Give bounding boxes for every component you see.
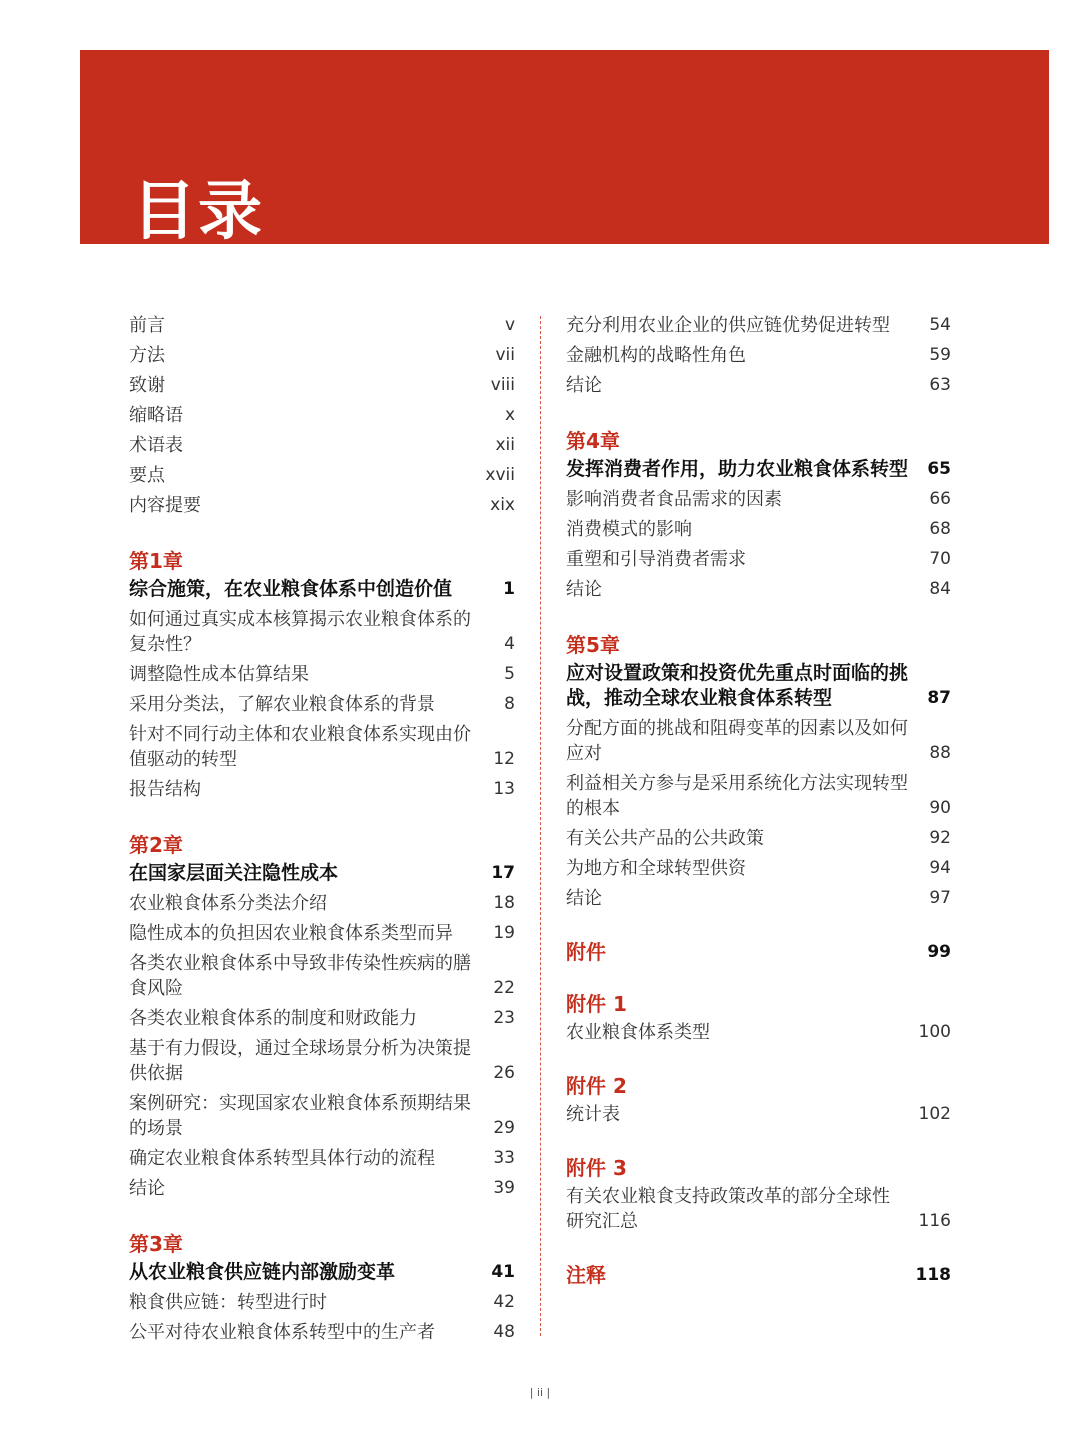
chapter-3-continued xyxy=(566,310,951,400)
page-title: 目录 xyxy=(132,175,264,249)
toc-entry[interactable]: 缩略语 x xyxy=(129,404,515,426)
notes-section xyxy=(566,1262,951,1288)
annex-label: 附件 1 xyxy=(566,992,627,1016)
chapter-label: 第2章 xyxy=(129,833,183,857)
toc-entry[interactable]: 粮食供应链：转型进行时 42 xyxy=(129,1291,515,1313)
toc-left-column xyxy=(129,310,515,1347)
chapter-label: 第1章 xyxy=(129,549,183,573)
toc-entry[interactable]: 结论 84 xyxy=(566,578,951,600)
toc-entry[interactable]: 基于有力假设，通过全球场景分析为决策提供依据 26 xyxy=(129,1037,515,1084)
chapter-title-entry[interactable]: 综合施策，在农业粮食体系中创造价值 1 xyxy=(129,577,515,600)
annex-label: 附件 3 xyxy=(566,1156,627,1180)
chapter-1 xyxy=(129,548,515,804)
chapter-label: 第4章 xyxy=(566,429,620,453)
toc-entry[interactable]: 方法 vii xyxy=(129,344,515,366)
chapter-title-entry[interactable]: 应对设置政策和投资优先重点时面临的挑战，推动全球农业粮食体系转型 87 xyxy=(566,661,951,709)
toc-entry[interactable]: 影响消费者食品需求的因素 66 xyxy=(566,488,951,510)
front-matter-list xyxy=(129,310,515,520)
toc-entry[interactable]: 农业粮食体系分类法介绍 18 xyxy=(129,892,515,914)
chapter-title-entry[interactable]: 从农业粮食供应链内部激励变革 41 xyxy=(129,1260,515,1283)
toc-entry[interactable]: 调整隐性成本估算结果 5 xyxy=(129,663,515,685)
toc-entry[interactable]: 结论 97 xyxy=(566,887,951,909)
toc-entry[interactable]: 消费模式的影响 68 xyxy=(566,518,951,540)
annexes-section xyxy=(566,939,951,965)
toc-entry[interactable]: 各类农业粮食体系的制度和财政能力 23 xyxy=(129,1007,515,1029)
chapter-2 xyxy=(129,832,515,1203)
toc-entry[interactable]: 统计表 102 xyxy=(566,1103,951,1125)
toc-entry[interactable]: 内容提要 xix xyxy=(129,494,515,516)
toc-entry[interactable]: 各类农业粮食体系中导致非传染性疾病的膳食风险 22 xyxy=(129,952,515,999)
toc-entry[interactable]: 案例研究：实现国家农业粮食体系预期结果的场景 29 xyxy=(129,1092,515,1139)
chapter-4 xyxy=(566,428,951,604)
chapter-title-entry[interactable]: 发挥消费者作用，助力农业粮食体系转型 65 xyxy=(566,457,951,480)
chapter-label: 第3章 xyxy=(129,1232,183,1256)
toc-entry[interactable]: 重塑和引导消费者需求 70 xyxy=(566,548,951,570)
annex-label: 附件 2 xyxy=(566,1074,627,1098)
toc-entry[interactable]: 农业粮食体系类型 100 xyxy=(566,1021,951,1043)
toc-entry[interactable]: 针对不同行动主体和农业粮食体系实现由价值驱动的转型 12 xyxy=(129,723,515,770)
toc-entry[interactable]: 致谢 viii xyxy=(129,374,515,396)
toc-entry[interactable]: 报告结构 13 xyxy=(129,778,515,800)
annex-3 xyxy=(566,1155,951,1236)
toc-entry[interactable]: 如何通过真实成本核算揭示农业粮食体系的复杂性？ 4 xyxy=(129,608,515,655)
toc-entry[interactable]: 结论 39 xyxy=(129,1177,515,1199)
annex-1 xyxy=(566,991,951,1047)
toc-entry[interactable]: 隐性成本的负担因农业粮食体系类型而异 19 xyxy=(129,922,515,944)
toc-right-column xyxy=(566,310,951,1288)
toc-entry[interactable]: 为地方和全球转型供资 94 xyxy=(566,857,951,879)
annex-2 xyxy=(566,1073,951,1129)
toc-entry[interactable]: 分配方面的挑战和阻碍变革的因素以及如何应对 88 xyxy=(566,717,951,764)
toc-entry[interactable]: 采用分类法，了解农业粮食体系的背景 8 xyxy=(129,693,515,715)
toc-entry[interactable]: 有关公共产品的公共政策 92 xyxy=(566,827,951,849)
chapter-3 xyxy=(129,1231,515,1347)
chapter-5 xyxy=(566,632,951,913)
toc-entry[interactable]: 术语表 xii xyxy=(129,434,515,456)
toc-entry[interactable]: 利益相关方参与是采用系统化方法实现转型的根本 90 xyxy=(566,772,951,819)
toc-entry[interactable]: 有关农业粮食支持政策改革的部分全球性研究汇总 116 xyxy=(566,1185,951,1232)
chapter-label: 第5章 xyxy=(566,633,620,657)
chapter-title-entry[interactable]: 在国家层面关注隐性成本 17 xyxy=(129,861,515,884)
toc-entry[interactable]: 充分利用农业企业的供应链优势促进转型 54 xyxy=(566,314,951,336)
notes-entry[interactable]: 注释 118 xyxy=(566,1263,951,1287)
toc-entry[interactable]: 金融机构的战略性角色 59 xyxy=(566,344,951,366)
column-divider xyxy=(540,316,541,1336)
toc-entry[interactable]: 确定农业粮食体系转型具体行动的流程 33 xyxy=(129,1147,515,1169)
header-banner xyxy=(80,50,1049,249)
toc-entry[interactable]: 前言 v xyxy=(129,314,515,336)
toc-entry[interactable]: 结论 63 xyxy=(566,374,951,396)
toc-entry[interactable]: 公平对待农业粮食体系转型中的生产者 48 xyxy=(129,1321,515,1343)
page-number: | ii | xyxy=(529,1386,551,1399)
toc-entry[interactable]: 要点 xvii xyxy=(129,464,515,486)
annexes-entry[interactable]: 附件 99 xyxy=(566,940,951,964)
